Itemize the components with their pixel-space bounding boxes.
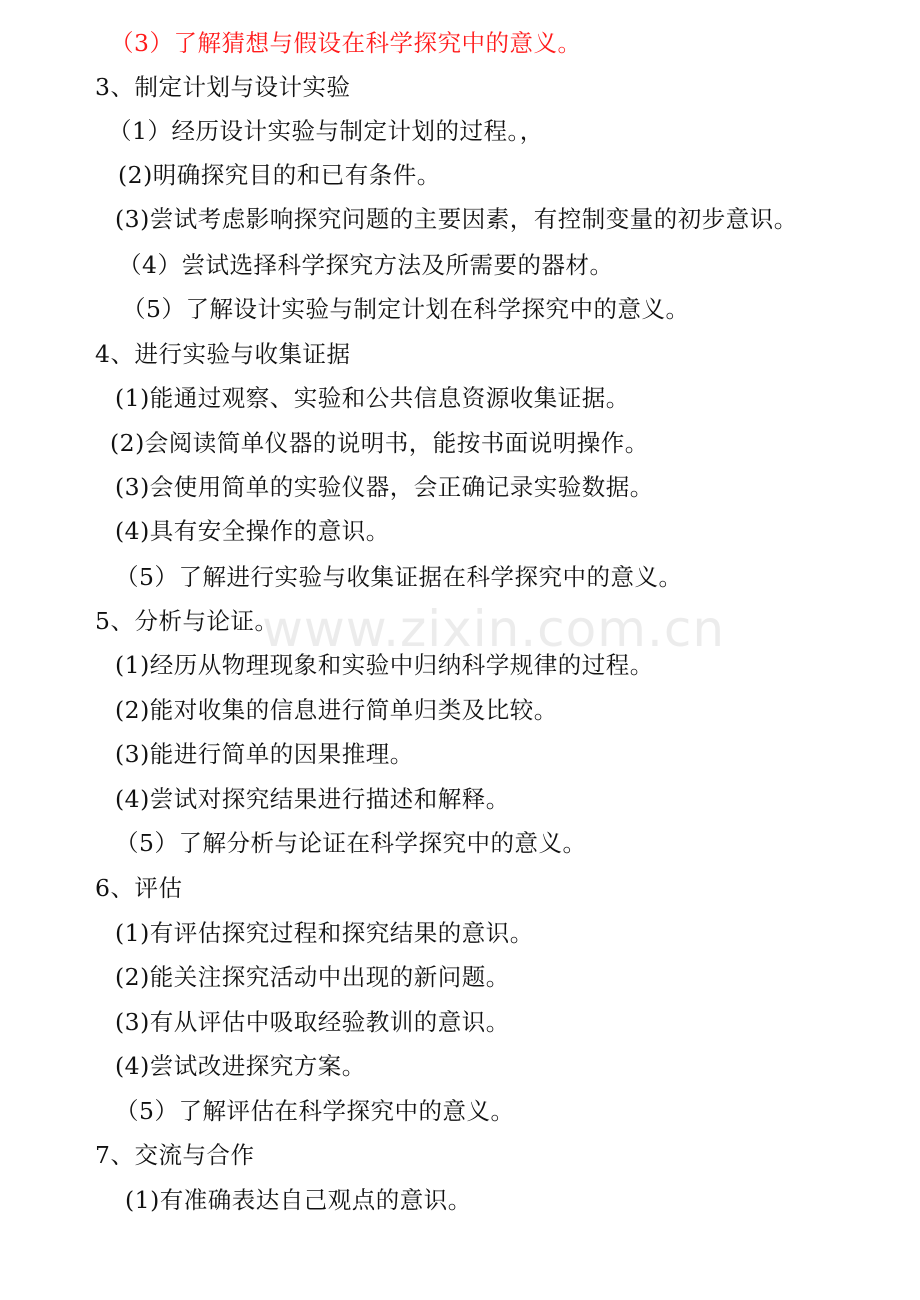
list-item: (4)尝试改进探究方案。 — [115, 1052, 366, 1080]
list-item: (2)能对收集的信息进行简单归类及比较。 — [115, 696, 558, 724]
list-item: (3)会使用简单的实验仪器，会正确记录实验数据。 — [115, 473, 654, 501]
list-item: (3)尝试考虑影响探究问题的主要因素，有控制变量的初步意识。 — [115, 205, 798, 233]
red-highlight-item: （3）了解猜想与假设在科学探究中的意义。 — [110, 29, 582, 57]
list-item: (2)明确探究目的和已有条件。 — [118, 161, 441, 189]
list-item: (2)能关注探究活动中出现的新问题。 — [115, 963, 510, 991]
list-item: (1)有准确表达自己观点的意识。 — [125, 1186, 472, 1214]
list-item: (4)尝试对探究结果进行描述和解释。 — [115, 785, 510, 813]
section-heading: 3、制定计划与设计实验 — [95, 73, 351, 101]
list-item: （5）了解评估在科学探究中的意义。 — [115, 1097, 515, 1125]
section-heading: 7、交流与合作 — [95, 1141, 255, 1169]
list-item: （5）了解进行实验与收集证据在科学探究中的意义。 — [115, 563, 683, 591]
list-item: （1）经历设计实验与制定计划的过程。， — [108, 117, 544, 145]
section-heading: 4、进行实验与收集证据 — [95, 340, 351, 368]
list-item: (3)能进行简单的因果推理。 — [115, 740, 414, 768]
list-item: （5）了解设计实验与制定计划在科学探究中的意义。 — [122, 295, 690, 323]
section-heading: 6、评估 — [95, 874, 183, 902]
list-item: (4)具有安全操作的意识。 — [115, 517, 390, 545]
list-item: （4）尝试选择科学探究方法及所需要的器材。 — [118, 251, 614, 279]
list-item: (3)有从评估中吸取经验教训的意识。 — [115, 1008, 510, 1036]
list-item: （5）了解分析与论证在科学探究中的意义。 — [115, 829, 587, 857]
section-heading: 5、分析与论证。 — [95, 607, 279, 635]
watermark: www.zixin.com.cn — [262, 600, 726, 658]
list-item: (1)有评估探究过程和探究结果的意识。 — [115, 919, 534, 947]
list-item: (1)经历从物理现象和实验中归纳科学规律的过程。 — [115, 651, 654, 679]
list-item: (2)会阅读简单仪器的说明书，能按书面说明操作。 — [110, 429, 649, 457]
list-item: (1)能通过观察、实验和公共信息资源收集证据。 — [115, 384, 630, 412]
